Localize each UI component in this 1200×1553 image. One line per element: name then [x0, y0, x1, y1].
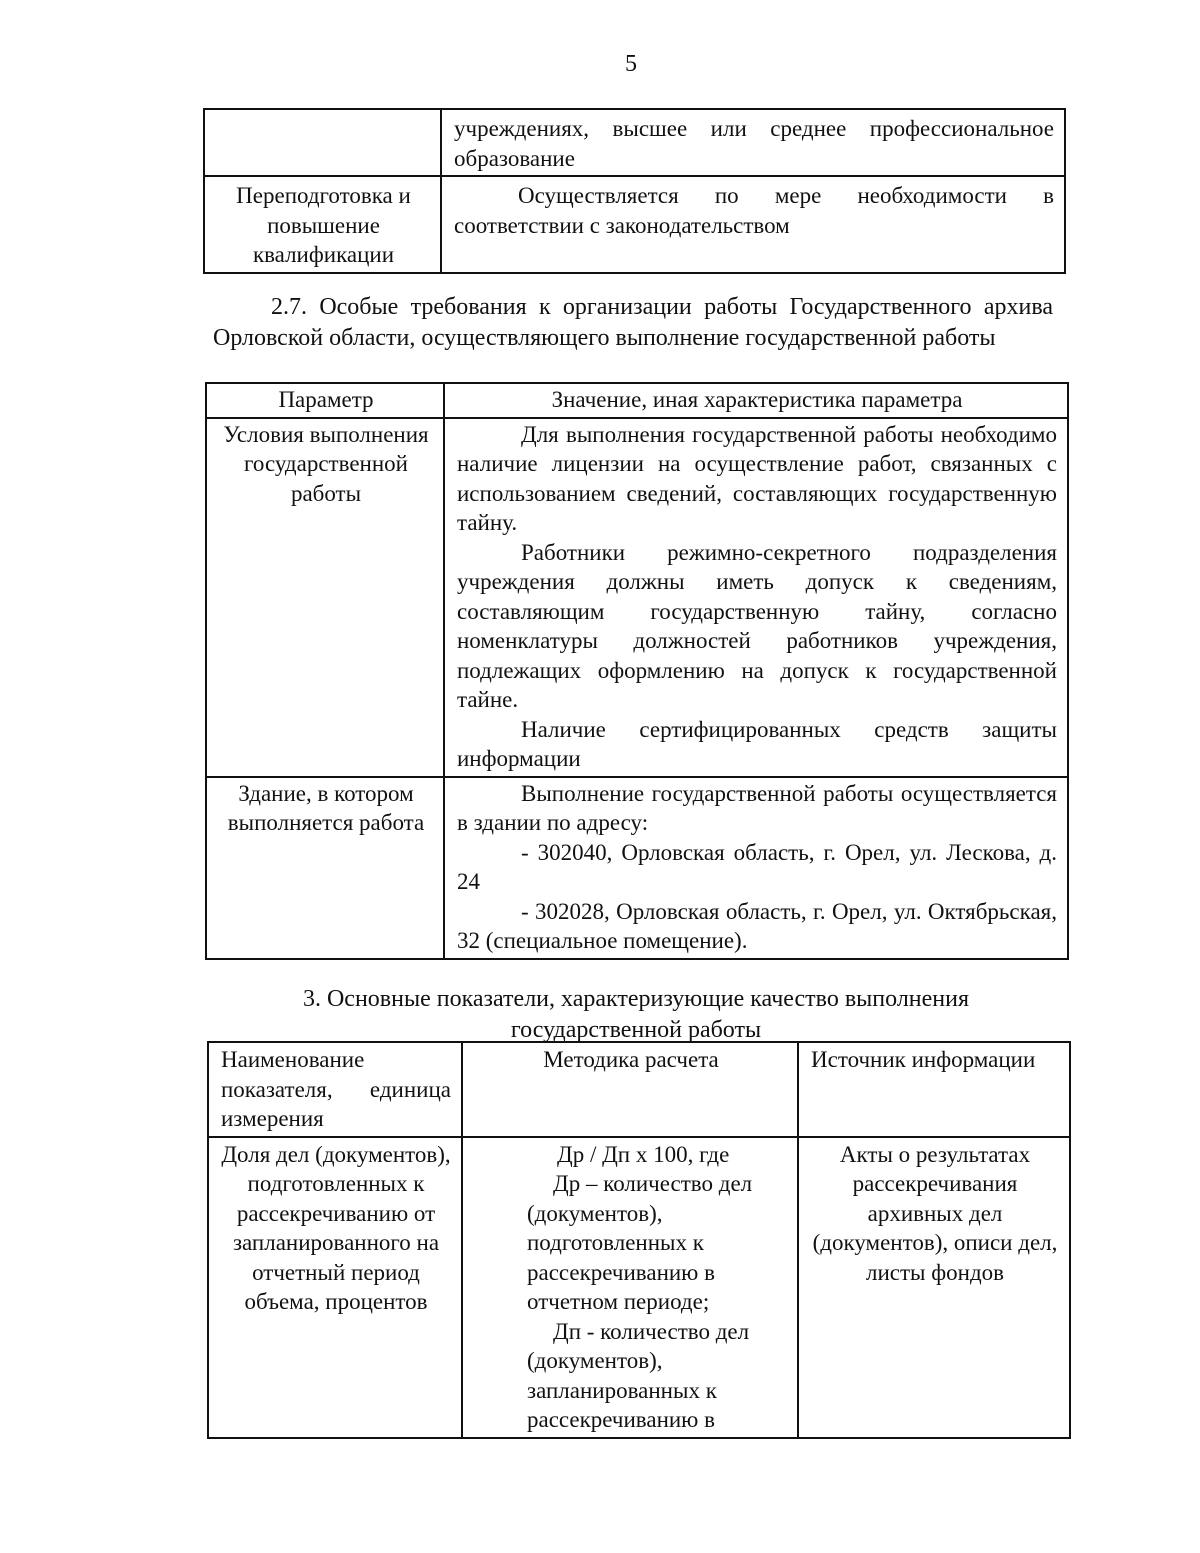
- section-2-7-title: [213, 292, 1053, 354]
- table-row: [204, 176, 1065, 273]
- table-header-row: [208, 1042, 1070, 1137]
- section-title-line: Орловской области, осуществляющего выполнение государственной работы: [213, 325, 996, 351]
- column-header: Методика расчета: [462, 1042, 798, 1137]
- section-title-line: 3. Основные показатели, характеризующие качество выполнения: [302, 986, 970, 1012]
- formula-line: запланированных к: [527, 1377, 717, 1403]
- formula-line: Др / Дп х 100, где: [557, 1141, 730, 1167]
- paragraph: Выполнение государственной работы осуществляется в здании по адресу:: [457, 780, 1057, 835]
- formula-line: рассекречиванию в: [527, 1259, 715, 1285]
- paragraph: Для выполнения государственной работы необходимо наличие лицензии на осуществление работ, связанных с использованием сведений, составляющих государственную тайну.: [457, 421, 1057, 535]
- formula-line: (документов),: [527, 1348, 663, 1373]
- table-row: [204, 109, 1065, 176]
- value-cell: учреждениях, высшее или среднее профессиональное образование: [441, 109, 1065, 176]
- source-cell: Акты о результатах рассекречивания архивных дел (документов), описи дел, листы фондов: [798, 1137, 1070, 1438]
- column-header: Наименование показателя, единица измерения: [208, 1042, 462, 1137]
- section-title-line: 2.7. Особые требования к организации работы Государственного архива: [271, 294, 1053, 320]
- indicators-table: [207, 1041, 1071, 1439]
- formula-line: Дп - количество дел: [553, 1318, 750, 1344]
- table-row: [206, 418, 1068, 777]
- table-header-row: [206, 383, 1068, 418]
- indicator-name-cell: Доля дел (документов), подготовленных к рассекречиванию от запланированного на отчетный период объема, процентов: [208, 1137, 462, 1438]
- paragraph: - 302040, Орловская область, г. Орел, ул. Лескова, д. 24: [457, 839, 1057, 894]
- column-header: Значение, иная характеристика параметра: [444, 383, 1068, 418]
- paragraph: - 302028, Орловская область, г. Орел, ул. Октябрьская, 32 (специальное помещение).: [457, 898, 1057, 953]
- qualification-table: [203, 108, 1066, 274]
- formula-line: рассекречиванию в: [527, 1407, 715, 1432]
- section-3-title: [205, 984, 1067, 1046]
- table-row: [208, 1137, 1070, 1438]
- formula-line: подготовленных к: [527, 1230, 704, 1255]
- param-cell: Здание, в котором выполняется работа: [206, 777, 444, 959]
- column-header: Параметр: [206, 383, 444, 418]
- paragraph: Наличие сертифицированных средств защиты информации: [457, 716, 1057, 771]
- page-number: 5: [625, 51, 637, 77]
- param-cell: Переподготовка и повышение квалификации: [204, 176, 441, 273]
- formula-line: Др – количество дел: [553, 1171, 753, 1196]
- param-cell: Условия выполнения государственной работы: [206, 418, 444, 777]
- method-cell: [462, 1137, 798, 1438]
- value-cell: Осуществляется по мере необходимости в соответствии с законодательством: [441, 176, 1065, 273]
- value-cell: [444, 777, 1068, 959]
- formula-line: отчетном периоде;: [527, 1289, 710, 1314]
- requirements-table: [205, 382, 1069, 960]
- paragraph: Работники режимно-секретного подразделения учреждения должны иметь допуск к сведениям, составляющим государственную тайну, согласно номенклатуры должностей работников учреждения, подлежащих оформлению на допуск к государственной тайне.: [457, 539, 1057, 712]
- param-cell: [204, 109, 441, 176]
- column-header: Источник информации: [798, 1042, 1070, 1137]
- section-title-line: государственной работы: [510, 1017, 762, 1043]
- table-row: [206, 777, 1068, 959]
- value-cell: [444, 418, 1068, 777]
- formula-line: (документов),: [527, 1200, 663, 1226]
